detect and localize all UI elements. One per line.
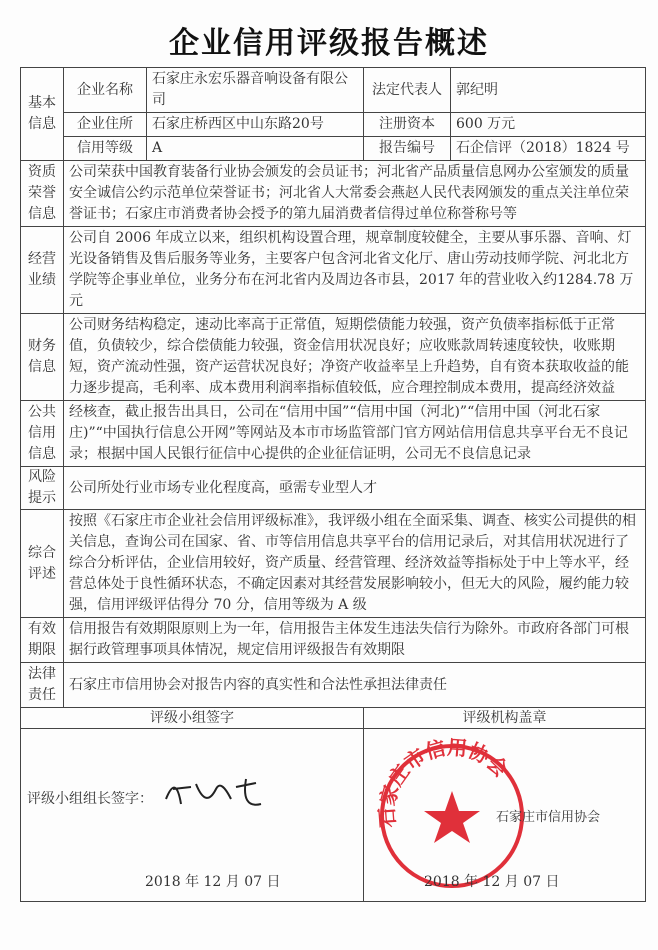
table-row [21,68,646,113]
section-text: 信用报告有效期限原则上为一年，信用报告主体发生违法失信行为除外。市政府各部门可根据行政管理事项具体情况，规定信用评级报告有效期限 [64,618,646,663]
field-label: 报告编号 [364,137,451,161]
registered-capital: 600 万元 [451,113,646,137]
leader-signature-label: 评级小组组长签字： [27,791,153,807]
section-label: 资质荣誉信息 [21,161,64,227]
table-row [21,161,646,227]
table-row [21,467,646,510]
team-sign-date: 2018 年 12 月 07 日 [145,874,281,890]
org-seal-cell [364,729,646,902]
field-label: 企业住所 [64,113,147,137]
section-label: 综合评述 [21,510,64,618]
section-text: 经核查，截止报告出具日，公司在“信用中国”“信用中国（河北)”“信用中国（河北石家庄)”“中国执行信息公开网”等网站及本市市场监管部门官方网站信用信息共享平台无不良记录；根据中国人民银行征信中心提供的企业征信证明，公司无不良信息记录 [64,401,646,467]
org-name: 石家庄市信用协会 [496,810,601,825]
table-row [21,137,646,161]
section-label: 经营业绩 [21,227,64,314]
field-label: 注册资本 [364,113,451,137]
table-row [21,510,646,618]
section-text: 公司荣获中国教育装备行业协会颁发的会员证书；河北省产品质量信息网办公室颁发的质量安全诚信公约示范单位荣誉证书；河北省人大常委会燕赵人民代表网颁发的重点关注单位荣誉证书；石家庄市消费者协会授予的第九届消费者信得过单位称誉称号等 [64,161,646,227]
section-text: 按照《石家庄市企业社会信用评级标准》，我评级小组在全面采集、调查、核实公司提供的相关信息，查询公司在国家、省、市等信用信息共享平台的信用记录后，对其信用状况进行了综合分析评估，企业信用较好，资产质量、经营管理、经济效益等指标处于中上等水平，经营总体处于良性循环状态，不确定因素对其经营发展影响较小，但无大的风险，履约能力较强，信用评级评估得分 70 分，信用等级为 A 级 [64,510,646,618]
seal-text: 石家庄市信用协会 [374,735,513,829]
section-text: 公司所处行业市场专业化程度高，亟需专业型人才 [64,467,646,510]
field-label: 信用等级 [64,137,147,161]
table-row [21,314,646,401]
rating-org-header: 评级机构盖章 [364,708,646,729]
company-address: 石家庄桥西区中山东路20号 [147,113,364,137]
company-name: 石家庄永宏乐器音响设备有限公司 [147,68,364,113]
signature-header-row [21,708,646,729]
section-label: 有效期限 [21,618,64,663]
report-table [20,67,646,902]
section-label: 财务信息 [21,314,64,401]
section-label: 风险提示 [21,467,64,510]
table-row [21,618,646,663]
legal-rep: 郭纪明 [451,68,646,113]
table-row [21,663,646,708]
field-label: 法定代表人 [364,68,451,113]
section-label: 法律责任 [21,663,64,708]
table-row [21,227,646,314]
section-label: 公共信用信息 [21,401,64,467]
section-text: 公司自 2006 年成立以来，组织机构设置合理，规章制度较健全，主要从事乐器、音响、灯光设备销售及售后服务等业务，主要客户包含河北省文化厅、唐山劳动技师学院、河北北方学院等企事业单位，业务分布在河北省内及周边各市县，2017 年的营业收入约1284.78 万元 [64,227,646,314]
page-title: 企业信用评级报告概述 [169,26,489,61]
credit-grade: A [147,137,364,161]
field-label: 企业名称 [64,68,147,113]
handwritten-signature [161,769,271,819]
section-text: 公司财务结构稳定，速动比率高于正常值，短期偿债能力较强，资产负债率指标低于正常值，负债较少，综合偿债能力较强，资金信用状况良好；应收账款周转速度较快，收账期短，资产流动性强，资产运营状况良好；净资产收益率呈上升趋势，自有资本获取收益的能力逐步提高，毛利率、成本费用利润率指标值较低，应合理控制成本费用，提高经济效益 [64,314,646,401]
rating-team-header: 评级小组签字 [21,708,364,729]
section-text: 石家庄市信用协会对报告内容的真实性和合法性承担法律责任 [64,663,646,708]
team-signature-cell [21,729,364,902]
org-seal-date: 2018 年 12 月 07 日 [424,874,560,890]
signature-row [21,729,646,902]
table-row [21,113,646,137]
section-label: 基本信息 [21,68,64,161]
table-row [21,401,646,467]
report-number: 石企信评（2018）1824 号 [451,137,646,161]
